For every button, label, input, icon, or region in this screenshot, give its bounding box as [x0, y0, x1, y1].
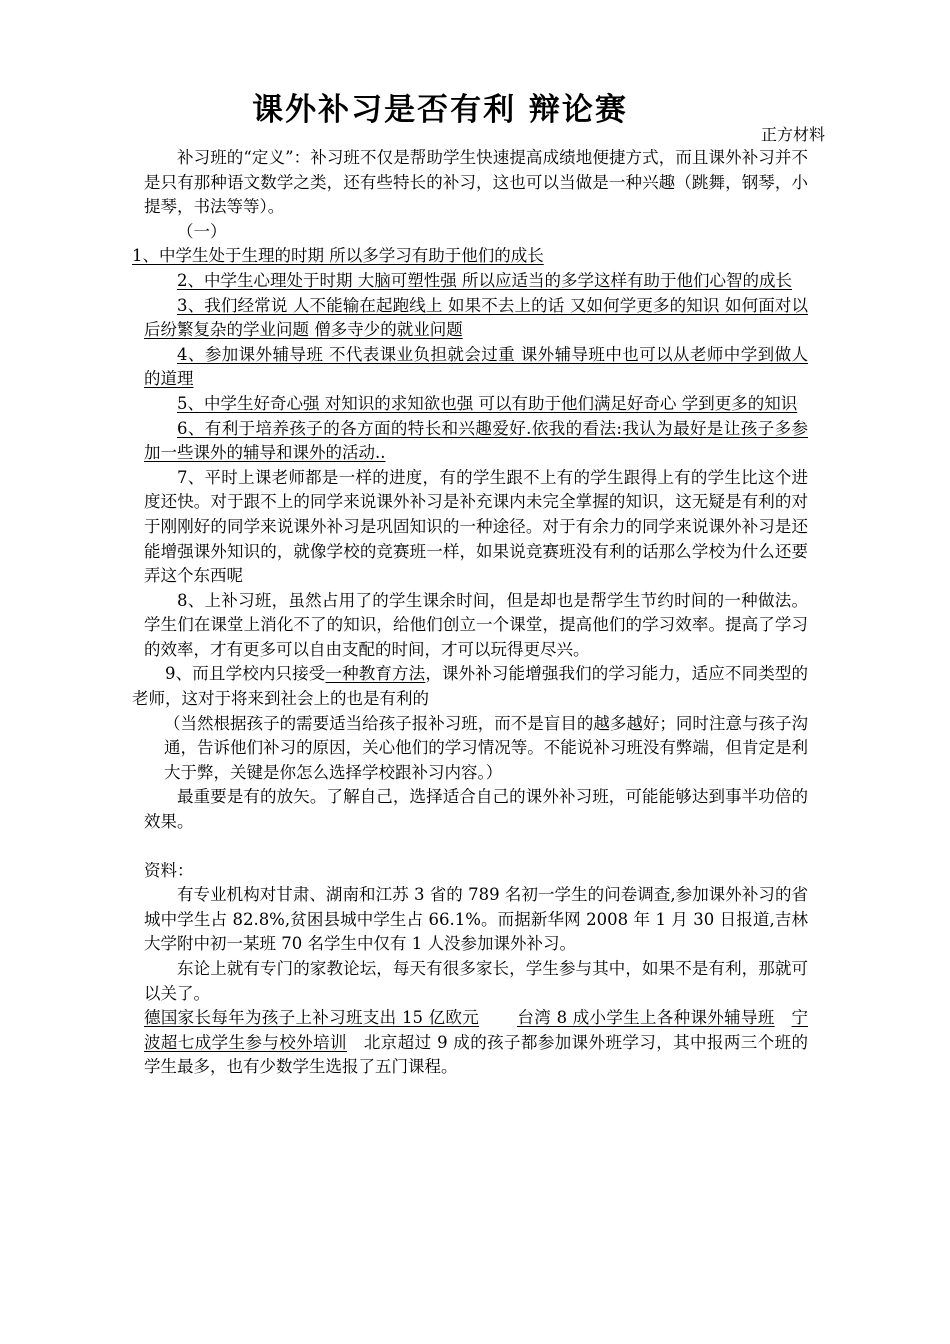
material-2: 东论上就有专门的家教论坛，每天有很多家长，学生参与其中，如果不是有利，那就可以关了。	[144, 959, 808, 1003]
point-5	[144, 392, 808, 417]
conclusion-paragraph: 最重要是有的放矢。了解自己，选择适合自己的课外补习班，可能能够达到事半功倍的效果。	[144, 787, 808, 832]
point-6	[144, 417, 808, 466]
material-3-part-d: 北京超过 9 成的孩子都参加课外班学习，其中报两三个班的学生最多，也有少数学生选报了五门课程。	[144, 1032, 809, 1077]
point-5-text: 5、中学生好奇心强 对知识的求知欲也强 可以有助于他们满足好奇心 学到更多的知识	[177, 393, 798, 413]
material-1: 有专业机构对甘肃、湖南和江苏 3 省的 789 名初一学生的问卷调查,参加课外补习的省城中学生占 82.8%,贫困县城中学生占 66.1%。而据新华网 2008 年 1 月 30 日报道,吉林大学附中初一某班 70 名学生中仅有 1 人没参加课外补习。	[144, 885, 808, 954]
point-9-part-c: ，课外补习能增强我们的学习能力，适应不同类型的老师，这对于将来到社会上的也是有利的	[132, 664, 809, 709]
point-3	[144, 294, 808, 343]
point-6-text: 6、有利于培养孩子的各方面的特长和兴趣爱好.依我的看法:我认为最好是让孩子多参加一些课外的辅导和课外的活动..	[144, 418, 808, 463]
material-3	[144, 1006, 808, 1080]
point-2	[144, 269, 808, 294]
point-4-text: 4、参加课外辅导班 不代表课业负担就会过重 课外辅导班中也可以从老师中学到做人的道理	[144, 344, 808, 389]
point-3-text: 3、我们经常说 人不能输在起跑线上 如果不去上的话 又如何学更多的知识 如何面对以后纷繁复杂的学业问题 僧多寺少的就业问题	[144, 295, 808, 340]
materials-label: 资料：	[144, 860, 194, 880]
note-paragraph: （当然根据孩子的需要适当给孩子报补习班，而不是盲目的越多越好；同时注意与孩子沟通，告诉他们补习的原因，关心他们的学习情况等。不能说补习班没有弊端，但肯定是利大于弊，关键是你怎么选择学校跟补习内容。）	[164, 713, 808, 782]
point-2-text: 2、中学生心理处于时期 大脑可塑性强 所以应适当的多学这样有助于他们心智的成长	[177, 270, 792, 290]
point-1	[132, 244, 808, 269]
material-3-part-b: 台湾 8 成小学生上各种课外辅导班	[517, 1008, 775, 1028]
section-label: （一）	[177, 221, 227, 241]
spacer	[144, 835, 808, 859]
document-body	[132, 146, 809, 1080]
point-7: 7、平时上课老师都是一样的进度，有的学生跟不上有的学生跟得上有的学生比这个进度还快。对于跟不上的同学来说课外补习是补充课内未完全掌握的知识，这无疑是有利的对于刚刚好的同学来说课外补习是巩固知识的一种途径。对于有余力的同学来说课外补习是还能增强课外知识的，就像学校的竞赛班一样，如果说竞赛班没有利的话那么学校为什么还要弄这个东西呢	[144, 467, 808, 586]
material-3-part-a: 德国家长每年为孩子上补习班支出 15 亿欧元	[144, 1008, 480, 1028]
point-4	[144, 343, 808, 392]
point-9-part-a: 9、而且学校内只接受	[165, 664, 326, 684]
material-3-part-c: 宁波超七成学生参与校外培训	[144, 1008, 809, 1052]
side-label: 正方材料	[760, 125, 825, 144]
point-9-part-b: 一种教育方法	[325, 664, 426, 684]
intro-paragraph: 补习班的“定义”：补习班不仅是帮助学生快速提高成绩地便捷方式，而且课外补习并不是只有那种语文数学之类，还有些特长的补习，这也可以当做是一种兴趣（跳舞，钢琴，小提琴，书法等等）。	[144, 148, 808, 217]
point-9	[132, 662, 808, 711]
page-title: 课外补习是否有利 辩论赛	[252, 92, 628, 128]
point-1-text: 1、中学生处于生理的时期 所以多学习有助于他们的成长	[132, 246, 544, 266]
point-8: 8、上补习班，虽然占用了的学生课余时间，但是却也是帮学生节约时间的一种做法。学生们在课堂上消化不了的知识，给他们创立一个课堂，提高他们的学习效率。提高了学习的效率，才有更多可以自由支配的时间，才可以玩得更尽兴。	[144, 590, 808, 659]
